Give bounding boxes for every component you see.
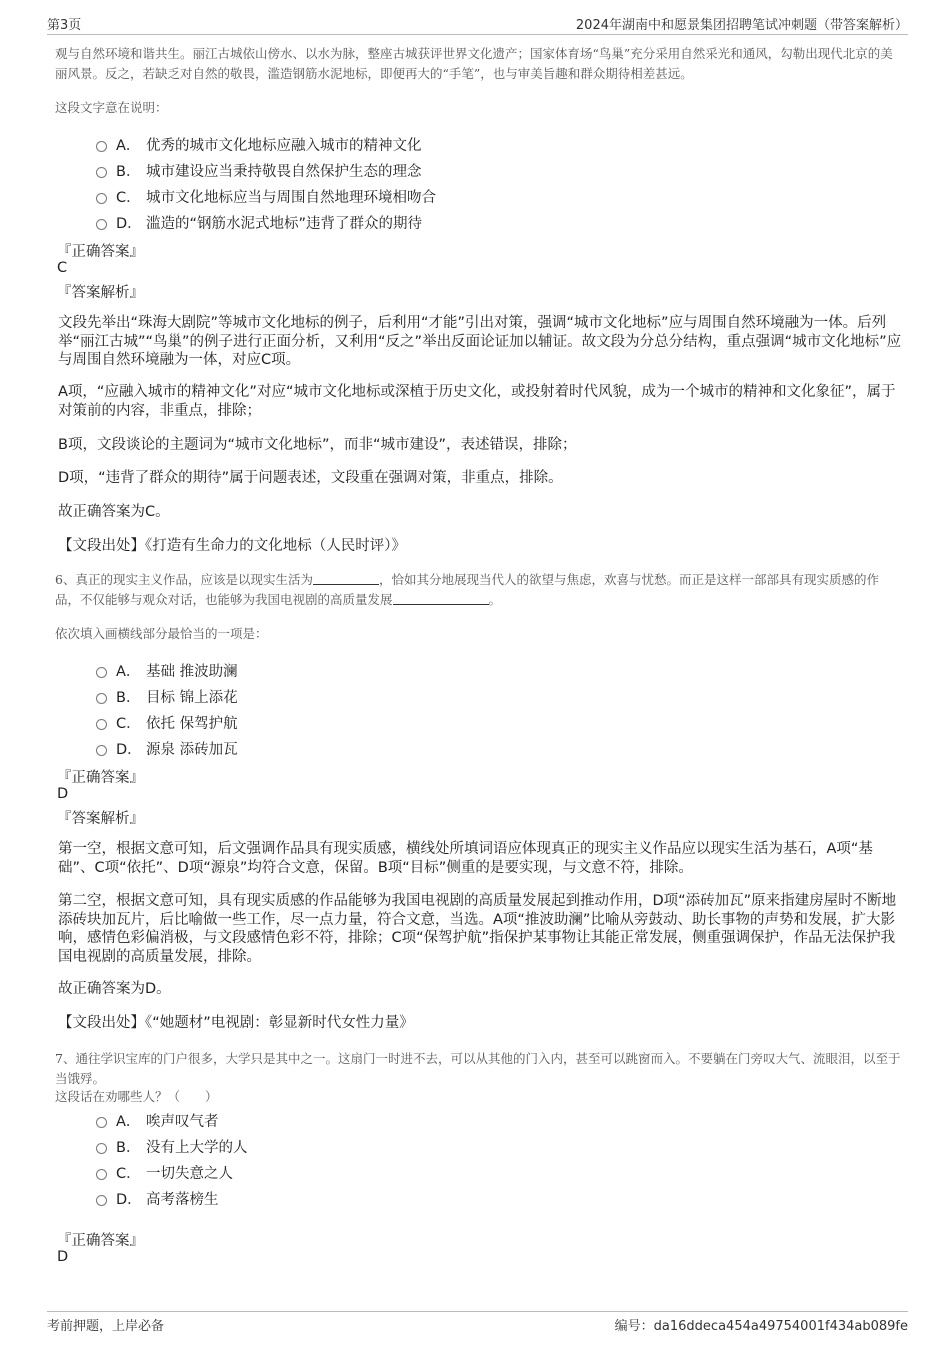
q6-blank-1 (313, 572, 379, 585)
page-header (47, 12, 908, 35)
radio-icon[interactable] (96, 219, 107, 230)
q5-analysis-label: 『答案解析』 (57, 285, 144, 301)
radio-icon[interactable] (96, 141, 107, 152)
q5-analysis-p4: D项，“违背了群众的期待”属于问题表述，文段重在强调对策，非重点，排除。 (58, 470, 563, 486)
q6-analysis-label: 『答案解析』 (57, 811, 144, 827)
q6-answer-label: 『正确答案』 (57, 770, 144, 786)
radio-icon[interactable] (96, 1169, 107, 1180)
q5-option-b[interactable]: B． 城市建设应当秉持敬畏自然保护生态的理念 (96, 160, 422, 180)
q5-analysis-p1: 文段先举出“珠海大剧院”等城市文化地标的例子，后利用“才能”引出对策，强调“城市文化地标”应与周围自然环境融为一体。后列举“丽江古城”“鸟巢”的例子进行正面分析，又利用“反之”举出反面论证加以辅证。故文段为分总分结构，重点强调“城市文化地标”应与周围自然环境融为一体，对应C项。 (58, 315, 902, 368)
q6-stem: 6、真正的现实主义作品，应该是以现实生活为 ，恰如其分地展现当代人的欲望与焦虑，欢喜与忧愁。而正是这样一部部具有现实质感的作品，不仅能够与观众对话，也能够为我国电视剧的高质量发展 。 (55, 572, 879, 607)
q7-option-c[interactable]: C． 一切失意之人 (96, 1162, 233, 1182)
q5-option-d[interactable]: D． 滥造的“钢筋水泥式地标”违背了群众的期待 (96, 212, 422, 232)
q5-answer: C (57, 260, 68, 276)
document-id: 编号：da16ddeca454a49754001f434ab089fe (614, 1319, 908, 1334)
q6-analysis-p3: 故正确答案为D。 (58, 981, 171, 997)
page-number: 第3页 (47, 18, 82, 33)
q7-answer: D (57, 1249, 69, 1265)
footer-slogan: 考前押题，上岸必备 (47, 1319, 165, 1334)
q5-option-c[interactable]: C． 城市文化地标应当与周围自然地理环境相吻合 (96, 186, 436, 206)
q5-passage: 观与自然环境和谐共生。丽江古城依山傍水、以水为脉，整座古城获评世界文化遗产；国家体育场“鸟巢”充分采用自然采光和通风，勾勒出现代北京的美丽风景。反之，若缺乏对自然的敬畏，滥造钢筋水泥地标，即便再大的“手笔”，也与审美旨趣和群众期待相差甚远。 (55, 46, 893, 81)
radio-icon[interactable] (96, 667, 107, 678)
q5-source: 【文段出处】《打造有生命力的文化地标（人民时评）》 (58, 538, 406, 554)
q6-option-b[interactable]: B． 目标 锦上添花 (96, 686, 238, 706)
radio-icon[interactable] (96, 193, 107, 204)
radio-icon[interactable] (96, 719, 107, 730)
q7-option-b[interactable]: B． 没有上大学的人 (96, 1136, 248, 1156)
radio-icon[interactable] (96, 1143, 107, 1154)
q6-analysis-p1: 第一空，根据文意可知，后文强调作品具有现实质感，横线处所填词语应体现真正的现实主义作品应以现实生活为基石，A项“基础”、C项“依托”、D项“源泉”均符合文意，保留。B项“目标”侧重的是要实现，与文意不符，排除。 (58, 841, 873, 876)
q5-analysis-p2: A项，“应融入城市的精神文化”对应“城市文化地标或深植于历史文化，或投射着时代风貌，成为一个城市的精神和文化象征”，属于对策前的内容，非重点，排除； (58, 384, 896, 419)
q6-option-d[interactable]: D． 源泉 添砖加瓦 (96, 738, 238, 758)
radio-icon[interactable] (96, 693, 107, 704)
q6-answer: D (57, 786, 69, 802)
radio-icon[interactable] (96, 1195, 107, 1206)
q6-option-c[interactable]: C． 依托 保驾护航 (96, 712, 238, 732)
q6-source: 【文段出处】《“她题材”电视剧：彰显新时代女性力量》 (58, 1015, 414, 1031)
q6-prompt: 依次填入画横线部分最恰当的一项是： (55, 626, 268, 641)
radio-icon[interactable] (96, 1117, 107, 1128)
q7-option-a[interactable]: A． 唉声叹气者 (96, 1110, 219, 1130)
q5-answer-label: 『正确答案』 (57, 244, 144, 260)
q5-option-a[interactable]: A． 优秀的城市文化地标应融入城市的精神文化 (96, 134, 422, 154)
q7-option-d[interactable]: D． 高考落榜生 (96, 1188, 219, 1208)
q5-analysis-p5: 故正确答案为C。 (58, 504, 170, 520)
q6-analysis-p2: 第二空，根据文意可知，具有现实质感的作品能够为我国电视剧的高质量发展起到推动作用，D项“添砖加瓦”原来指建房屋时不断地添砖块加瓦片，后比喻做一些工作，尽一点力量，符合文意，当选。A项“推波助澜”比喻从旁鼓动、助长事物的声势和发展，扩大影响，感情色彩偏消极，与文段感情色彩不符，排除；C项“保驾护航”指保护某事物让其能正常发展，侧重强调保护，作品无法保护我国电视剧的高质量发展，排除。 (58, 893, 897, 965)
radio-icon[interactable] (96, 745, 107, 756)
radio-icon[interactable] (96, 167, 107, 178)
q6-option-a[interactable]: A． 基础 推波助澜 (96, 660, 238, 680)
q6-blank-2 (393, 592, 489, 605)
q7-stem: 7、通往学识宝库的门户很多，大学只是其中之一。这扇门一时进不去，可以从其他的门入内，甚至可以跳窗而入。不要躺在门旁叹大气、流眼泪，以至于当饿殍。 (55, 1051, 901, 1086)
q5-prompt: 这段文字意在说明： (55, 100, 168, 115)
q7-answer-label: 『正确答案』 (57, 1233, 144, 1249)
q7-prompt: 这段话在劝哪些人？（ ） (55, 1089, 218, 1104)
q5-analysis-p3: B项，文段谈论的主题词为“城市文化地标”，而非“城市建设”，表述错误，排除； (58, 437, 577, 453)
document-title: 2024年湖南中和愿景集团招聘笔试冲刺题（带答案解析） (575, 18, 908, 33)
page-footer (47, 1311, 908, 1336)
